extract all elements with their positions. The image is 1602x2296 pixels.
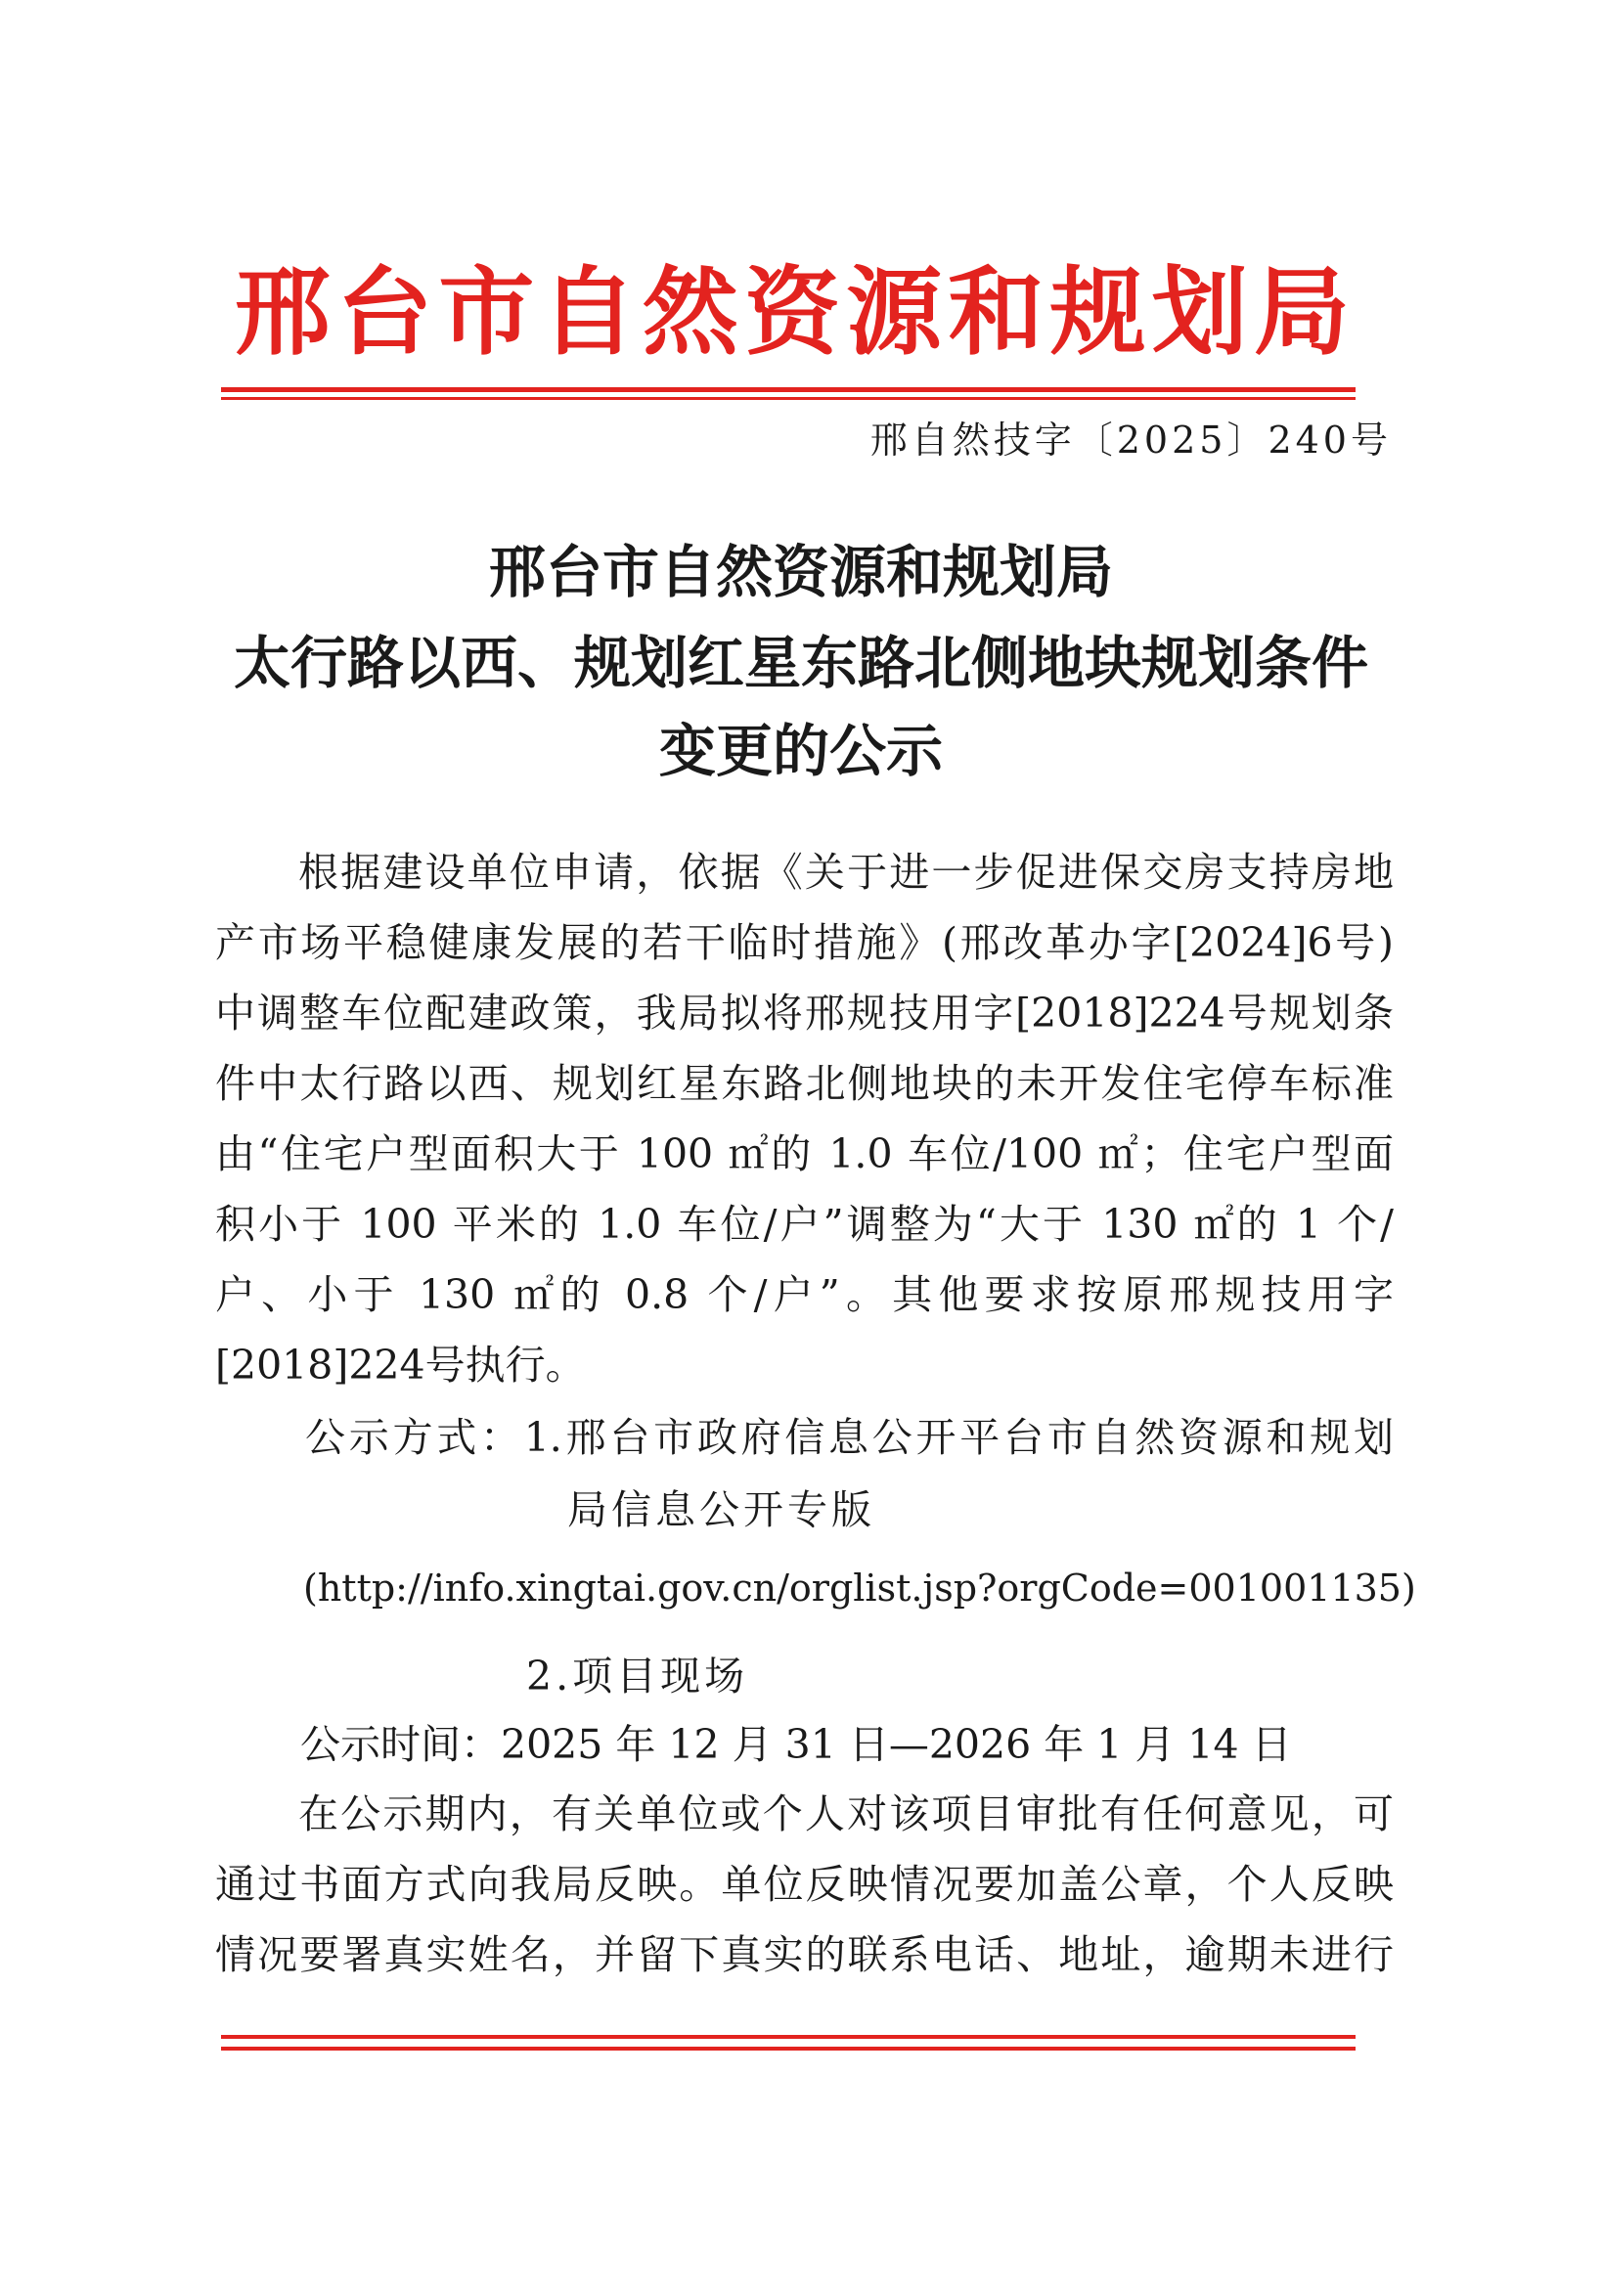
body-line: 情况要署真实姓名，并留下真实的联系电话、地址，逾期未进行	[215, 1931, 1394, 1978]
body-line: 通过书面方式向我局反映。单位反映情况要加盖公章，个人反映	[215, 1861, 1394, 1908]
body-line: 根据建设单位申请，依据《关于进一步促进保交房支持房地	[298, 849, 1394, 896]
title-line-3: 变更的公示	[658, 718, 943, 784]
title-line-2: 太行路以西、规划红星东路北侧地块规划条件	[233, 630, 1368, 696]
letterhead-divider-thick	[221, 387, 1356, 392]
body-line: 中调整车位配建政策，我局拟将邢规技用字[2018]224号规划条	[215, 990, 1394, 1037]
body-line: 户、小于 130 ㎡的 0.8 个/户”。其他要求按原邢规技用字	[215, 1271, 1394, 1318]
body-line: 产市场平稳健康发展的若干临时措施》(邢改革办字[2024]6号)	[215, 919, 1394, 966]
publicity-method-continued: 局信息公开专版	[567, 1486, 875, 1533]
body-line: [2018]224号执行。	[215, 1342, 586, 1389]
body-line: 由“住宅户型面积大于 100 ㎡的 1.0 车位/100 ㎡；住宅户型面	[215, 1130, 1394, 1177]
publicity-method: 公示方式：1.邢台市政府信息公开平台市自然资源和规划	[305, 1414, 1394, 1461]
document-number: 邢自然技字〔2025〕240号	[869, 419, 1392, 462]
body-line: 在公示期内，有关单位或个人对该项目审批有任何意见，可	[298, 1790, 1394, 1837]
body-line: 件中太行路以西、规划红星东路北侧地块的未开发住宅停车标准	[215, 1060, 1394, 1107]
footer-divider-top	[221, 2035, 1356, 2039]
publicity-url: (http://info.xingtai.gov.cn/orglist.jsp?orgCode=001001135)	[303, 1567, 1416, 1610]
publicity-time: 公示时间：2025 年 12 月 31 日—2026 年 1 月 14 日	[300, 1721, 1292, 1768]
footer-divider-bottom	[221, 2047, 1356, 2051]
publicity-method-item-2: 2.项目现场	[526, 1653, 749, 1700]
letterhead-divider-thin	[221, 397, 1356, 400]
title-line-1: 邢台市自然资源和规划局	[488, 539, 1113, 605]
body-line: 积小于 100 平米的 1.0 车位/户”调整为“大于 130 ㎡的 1 个/	[215, 1201, 1394, 1248]
organization-letterhead: 邢台市自然资源和规划局	[235, 256, 1350, 369]
